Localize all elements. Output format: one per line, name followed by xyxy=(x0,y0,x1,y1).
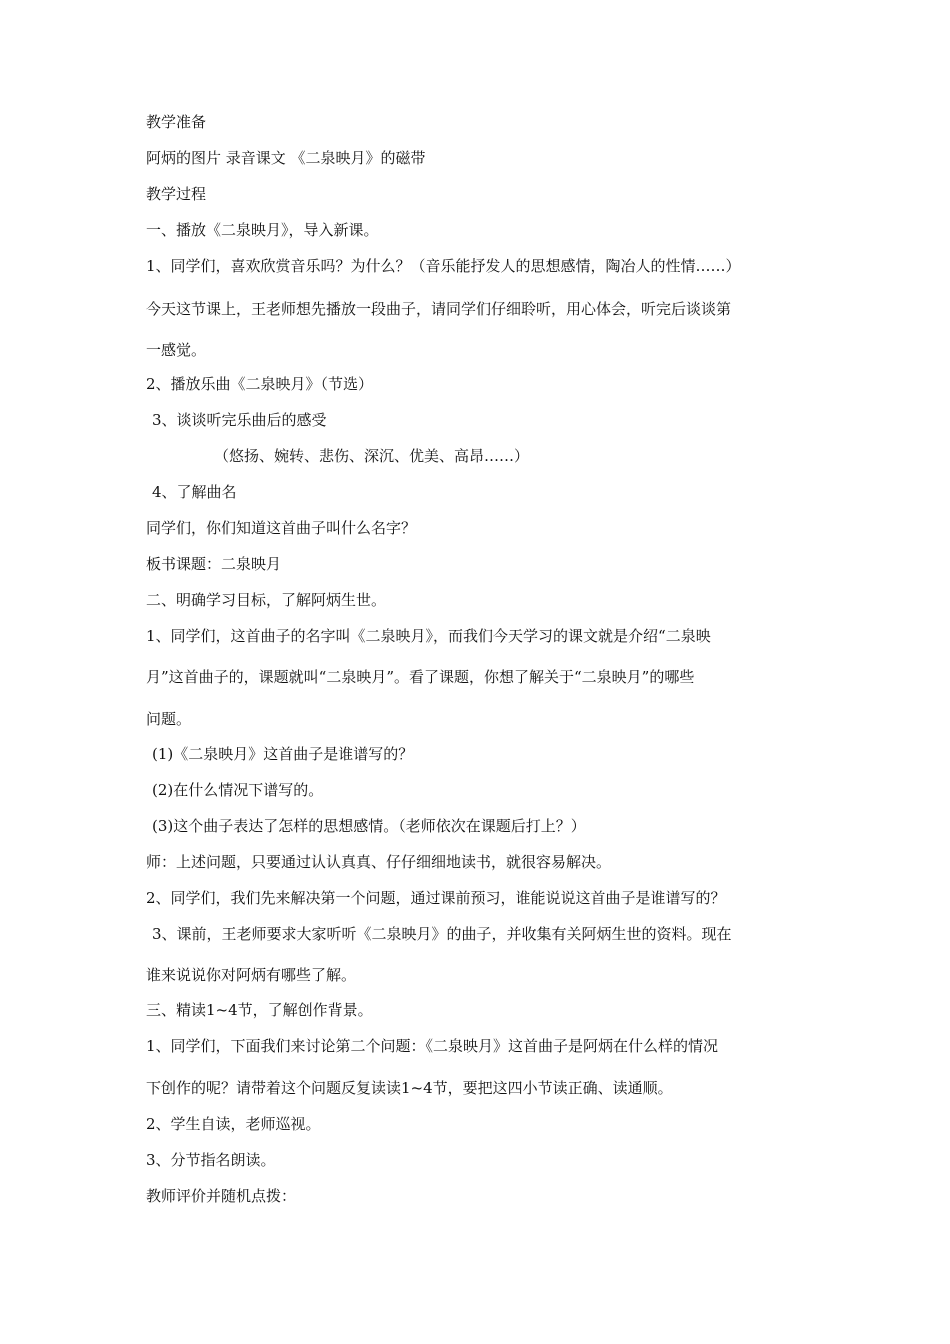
paragraph-line: 今天这节课上，王老师想先播放一段曲子，请同学们仔细聆听，用心体会，听完后谈谈第 xyxy=(146,300,732,318)
paragraph-line: 一感觉。 xyxy=(146,341,207,359)
paragraph-line: 2、学生自读，老师巡视。 xyxy=(146,1115,321,1133)
preparation-materials: 阿炳的图片 录音课文 《二泉映月》的磁带 xyxy=(146,149,426,167)
paragraph-line: 问题。 xyxy=(146,710,192,728)
paragraph-line: 3、谈谈听完乐曲后的感受 xyxy=(152,411,327,429)
paragraph-line: 1、同学们，下面我们来讨论第二个问题：《二泉映月》这首曲子是阿炳在什么样的情况 xyxy=(146,1037,719,1055)
paragraph-line: 2、同学们，我们先来解决第一个问题，通过课前预习，谁能说说这首曲子是谁谱写的？ xyxy=(146,889,726,907)
paragraph-line: 谁来说说你对阿炳有哪些了解。 xyxy=(146,966,357,984)
paragraph-line: 1、同学们，这首曲子的名字叫《二泉映月》，而我们今天学习的课文就是介绍“二泉映 xyxy=(146,627,711,645)
paragraph-line: 3、课前，王老师要求大家听听《二泉映月》的曲子，并收集有关阿炳生世的资料。现在 xyxy=(152,925,732,943)
paragraph-line: 1、同学们，喜欢欣赏音乐吗？为什么？（音乐能抒发人的思想感情，陶冶人的性情……） xyxy=(146,257,741,275)
paragraph-line: 教师评价并随机点拨： xyxy=(146,1187,297,1205)
section-heading-process: 教学过程 xyxy=(146,185,207,203)
paragraph-line: 下创作的呢？请带着这个问题反复读读1~4节，要把这四小节读正确、读通顺。 xyxy=(146,1079,673,1097)
paragraph-line: 同学们，你们知道这首曲子叫什么名字？ xyxy=(146,519,417,537)
paragraph-line: （悠扬、婉转、悲伤、深沉、优美、高昂……） xyxy=(214,447,530,465)
question-item: (3)这个曲子表达了怎样的思想感情。（老师依次在课题后打上？） xyxy=(152,817,586,835)
paragraph-line: 2、播放乐曲《二泉映月》（节选） xyxy=(146,375,374,393)
paragraph-line: 4、了解曲名 xyxy=(152,483,237,501)
section-heading-preparation: 教学准备 xyxy=(146,113,207,131)
question-item: (2)在什么情况下谱写的。 xyxy=(152,781,324,799)
paragraph-line: 板书课题：二泉映月 xyxy=(146,555,282,573)
paragraph-line: 师：上述问题，只要通过认认真真、仔仔细细地读书，就很容易解决。 xyxy=(146,853,612,871)
step-three-heading: 三、精读1~4节，了解创作背景。 xyxy=(146,1001,373,1019)
paragraph-line: 3、分节指名朗读。 xyxy=(146,1151,276,1169)
step-one-heading: 一、播放《二泉映月》，导入新课。 xyxy=(146,221,379,239)
question-item: (1)《二泉映月》这首曲子是谁谱写的？ xyxy=(152,745,414,763)
step-two-heading: 二、明确学习目标，了解阿炳生世。 xyxy=(146,591,387,609)
paragraph-line: 月”这首曲子的，课题就叫“二泉映月”。看了课题，你想了解关于“二泉映月”的哪些 xyxy=(146,668,695,686)
